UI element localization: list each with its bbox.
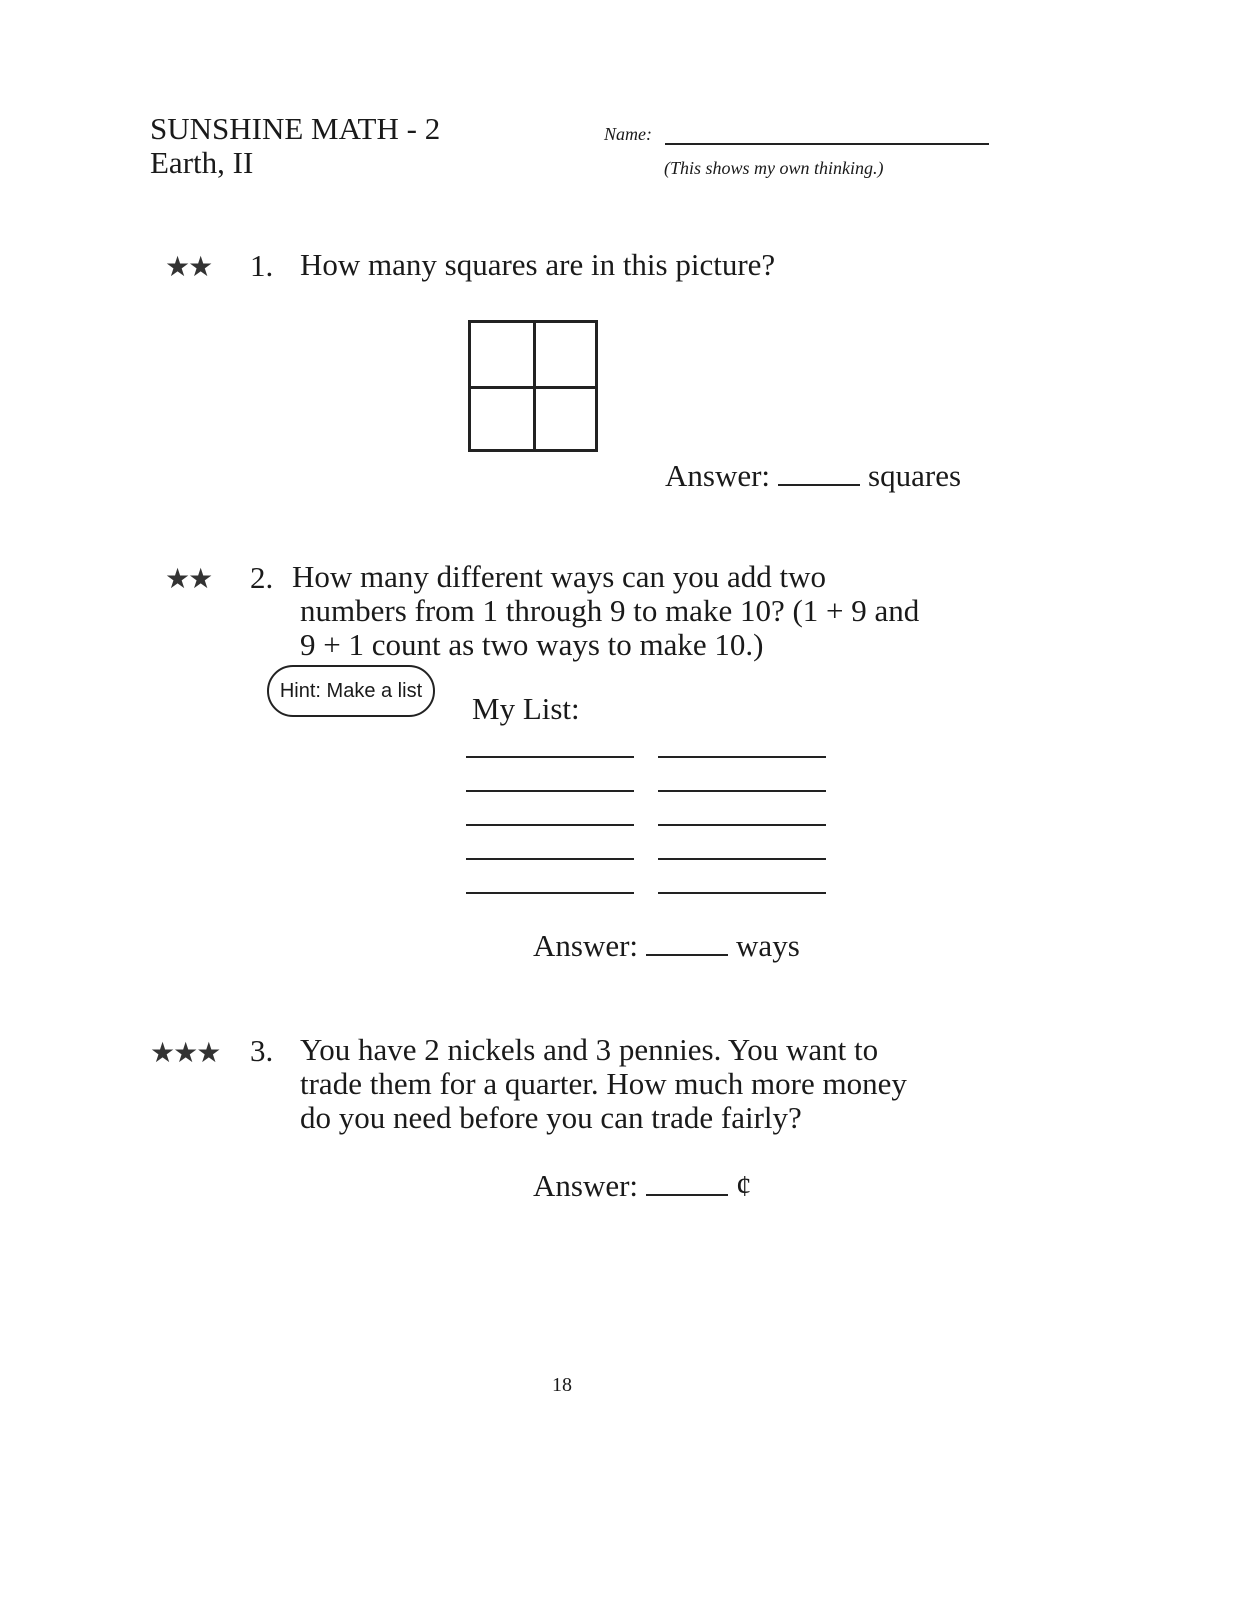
title-line-2: Earth, II bbox=[150, 145, 254, 180]
q1-answer-label: Answer: bbox=[665, 458, 771, 493]
list-blank[interactable] bbox=[466, 892, 634, 894]
own-thinking-note: (This shows my own thinking.) bbox=[664, 158, 884, 178]
q2-answer bbox=[533, 928, 800, 964]
grid-horizontal-line bbox=[471, 386, 595, 389]
list-blank[interactable] bbox=[658, 824, 826, 826]
q3-difficulty-stars: ★★★ bbox=[150, 1038, 220, 1069]
q3-answer-unit: ¢ bbox=[736, 1168, 752, 1203]
q1-text: How many squares are in this picture? bbox=[300, 247, 776, 282]
squares-picture bbox=[468, 320, 598, 452]
q2-text-line-2: numbers from 1 through 9 to make 10? (1 + 9 and bbox=[300, 593, 920, 628]
q2-answer-blank[interactable] bbox=[646, 932, 728, 956]
name-label: Name: bbox=[604, 124, 652, 144]
list-blank[interactable] bbox=[466, 824, 634, 826]
q2-text-line-1: How many different ways can you add two bbox=[292, 559, 827, 594]
my-list-label: My List: bbox=[472, 691, 580, 726]
q3-answer-label: Answer: bbox=[533, 1168, 639, 1203]
q3-answer-blank[interactable] bbox=[646, 1172, 728, 1196]
list-blank[interactable] bbox=[658, 790, 826, 792]
name-field[interactable] bbox=[665, 143, 989, 145]
q3-answer bbox=[533, 1168, 752, 1204]
q1-answer-blank[interactable] bbox=[778, 462, 860, 486]
q3-text-line-2: trade them for a quarter. How much more money bbox=[300, 1066, 907, 1101]
list-blank[interactable] bbox=[466, 756, 634, 758]
q3-number: 3. bbox=[250, 1033, 274, 1068]
q1-answer-unit: squares bbox=[868, 458, 962, 493]
q1-difficulty-stars: ★★ bbox=[165, 252, 212, 283]
q2-answer-unit: ways bbox=[736, 928, 800, 963]
q2-number: 2. bbox=[250, 560, 274, 595]
q3-text-line-3: do you need before you can trade fairly? bbox=[300, 1100, 802, 1135]
list-blank[interactable] bbox=[466, 790, 634, 792]
worksheet-title bbox=[150, 112, 440, 180]
q2-answer-label: Answer: bbox=[533, 928, 639, 963]
list-blank[interactable] bbox=[466, 858, 634, 860]
q2-difficulty-stars: ★★ bbox=[165, 564, 212, 595]
q3-text bbox=[300, 1033, 907, 1135]
page-number: 18 bbox=[552, 1374, 572, 1396]
q3-text-line-1: You have 2 nickels and 3 pennies. You want to bbox=[300, 1032, 879, 1067]
list-blank[interactable] bbox=[658, 756, 826, 758]
q2-text bbox=[292, 560, 919, 662]
hint-bubble: Hint: Make a list bbox=[267, 665, 435, 717]
q1-answer bbox=[665, 458, 961, 494]
list-blank[interactable] bbox=[658, 892, 826, 894]
title-line-1: SUNSHINE MATH - 2 bbox=[150, 111, 441, 146]
list-blank[interactable] bbox=[658, 858, 826, 860]
q1-number: 1. bbox=[250, 248, 274, 283]
q2-text-line-3: 9 + 1 count as two ways to make 10.) bbox=[300, 627, 764, 662]
